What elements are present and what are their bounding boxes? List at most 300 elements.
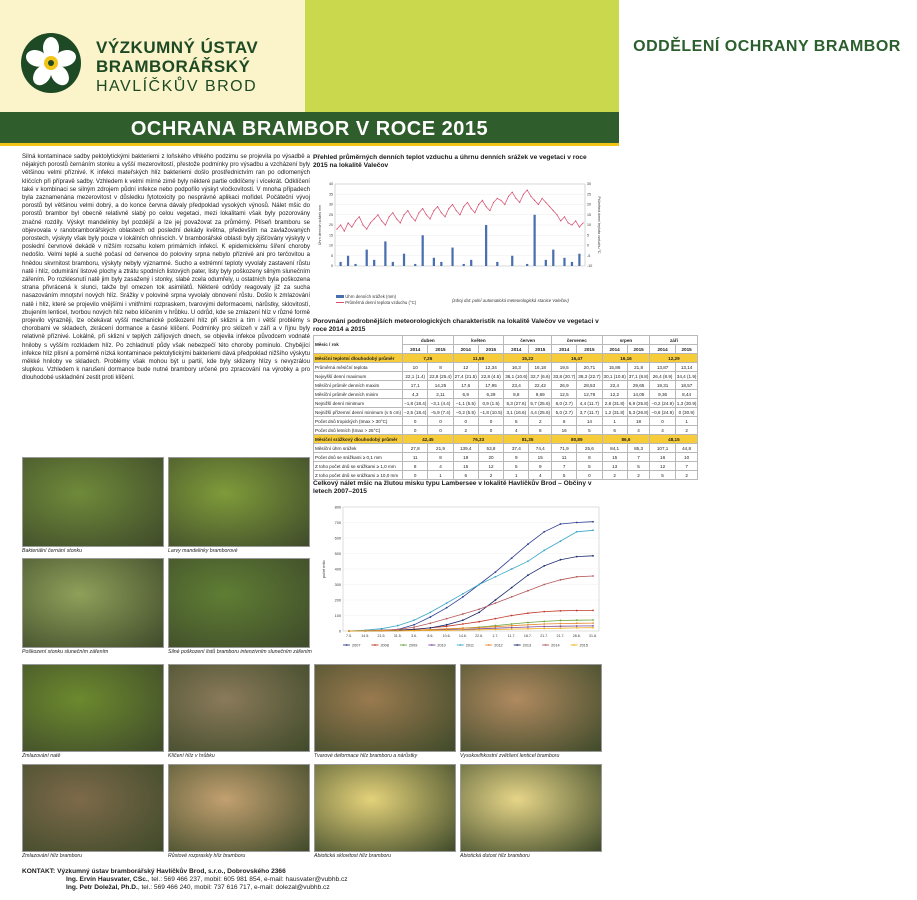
temperature-point xyxy=(340,224,341,225)
table-cell: 48,15 xyxy=(650,435,698,444)
precip-bar xyxy=(526,264,528,266)
series-point-2013 xyxy=(462,619,464,621)
temperature-point xyxy=(571,224,572,225)
precip-bar xyxy=(571,262,573,266)
table-cell: 1 xyxy=(602,417,627,426)
photo-caption: Klíčení hlíz v hrůbku xyxy=(168,753,215,759)
table-cell: 33,8 (20.7) xyxy=(553,373,576,379)
table-cell: 19,31 xyxy=(650,381,675,390)
table-cell: 5 xyxy=(650,471,675,480)
table-cell: 9,36 xyxy=(650,390,675,399)
legend-label-2015: 2015 xyxy=(579,643,589,648)
temperature-point xyxy=(478,204,479,205)
y-right-tick-label: 0 xyxy=(587,243,589,248)
month-header: září xyxy=(650,336,698,345)
precip-bar xyxy=(373,260,375,266)
series-point-2007 xyxy=(560,523,562,525)
precip-bar xyxy=(545,260,547,266)
temperature-point xyxy=(575,220,576,221)
meteo-table xyxy=(313,335,698,480)
series-point-2010 xyxy=(527,626,529,628)
table-cell: 44,8 xyxy=(675,444,698,453)
table-cell: −0,2 (24.9) xyxy=(651,400,674,406)
temperature-point xyxy=(515,198,516,199)
series-point-2014 xyxy=(576,576,578,578)
x-tick-label: 21.7. xyxy=(556,634,565,638)
table-row xyxy=(314,381,698,390)
temperature-point xyxy=(508,196,509,197)
table-cell: 11 xyxy=(403,453,428,462)
series-point-2011 xyxy=(478,584,480,586)
table-cell: 9,69 xyxy=(529,390,552,399)
table-cell: 10 xyxy=(675,453,698,462)
photo-caption: Růstové rozpraskly hlíz bramboru xyxy=(168,853,246,859)
table-cell: 0 xyxy=(453,417,478,426)
series-point-2013 xyxy=(592,555,594,557)
series-point-2015 xyxy=(478,629,480,631)
series-point-2015 xyxy=(592,627,594,629)
table-cell: 6,9 xyxy=(453,390,478,399)
series-point-2011 xyxy=(543,550,545,552)
month-header: květen xyxy=(453,336,504,345)
series-point-2007 xyxy=(576,522,578,524)
temperature-point xyxy=(467,202,468,203)
y-right-tick-label: 5 xyxy=(587,233,589,238)
body-text: Silná kontaminace sadby pektolytickými bakteriemi z loňského vlhkého podzimu se projevila po výsadbě a nějakých porostů černáním stonku a vyšší mezerovitostí, přestože podmínky pro výsadbu a vzcházení byly většinou velmi příznivé. K infekci mateřských hlíz bakteriemi došlo prostřednictvím ran po odlomených klíčcích při přípravě sadby. Vzhledem k velmi mírné zimě byly některé partie odklíčeny i vícekrát. Odklíčení také v kombinaci se silným zdrojem půdní infekce nebo podpořilo výskyt vločkovitosti. V mnoha případech byla zaznamenána mezerovitost v důsledku fytotoxicity po nesprávné aplikaci mořidel. Počáteční vývoj porostů byl většinou velmi dobrý, a do konce června dávaly předpoklad vysokých výnosů. Nálet mšic do porostů brambor byl obecně relativně slabý po celou vegetaci, mezi lokalitami však byly pozorovány značné rozdíly. Výskyt mandelinky byl pozdější a lze jej považovat za průměrný. Plíseň bramboru se objevovala v ranobramborářských oblastech od poslední dekády května, především na zavlažovaných porostech, výskyty však byly pouze v lokálních ohniscích. V bramborářské oblasti byly zjišťovány výskyty v poslední červnové dekádě v nižším rozsahu kolem primárních infekcí. K epidemickému šíření choroby nedošlo. Velmi teplé a suché počasí od července do poloviny srpna nebylo příznivé ani pro terčovitou a hnědou skvrnitost bramboru, výskyty nebyly významné. Sucho a extrémní teploty vyvolaly zastavení růstu natě i hlíz, odumírání listové plochy a ztrátu spodních listových pater, listy byly poškozeny silným slunečním zářením. Po rozklesnutí natě jim byly zasažený i stonky, slabé zcela odumřely, u ostatních byla poškozena strana přivrácená k slunci, takže byl omezen tok asimilátů. Některé odrůdy reagovaly již za sucha nasazováním mnoţství nových hlíz. Srážky v polovině srpna vyvolaly obnovení růstu. Došlo k zmlazování natě i hlíz, které se projevilo vnějšími i vnitřními rozpraskem, tvarovými deformacemi, nárůstky, sklovitostí, zbujením lenticel, tvorbou nových hlíz nebo klíčením v hrůbku. U odrůd, kde se zmlazení hlíz v různé formě projevilo výrazněji, lze očekávat vyšší mechanické poškození hlíz při sklizni a tím i větší problémy s chorobami ve skladech, zkrácení dormance a časné klíčení. Podmínky pro sklizeň v září a v říjnu byly relativně příznivé. Lokálně, při sklizni v teplých zářijových dnech, se objevila infekce původcem vodnaté hniloby s vyšším rozkladem hlíz. Po zchladnutí půdy však nebezpečí této choroby pominulo. Chybějící infekce hlíz plísní a poměrně nízká kontaminace pektolytickými bakteriemi dává předpoklad nižšího výskytu měkké hniloby ve skladech. Problémy však mohou být u partií, kde byly sklizeny hlízy s nevyzrálou slupkou. Vzhledem k narušení dormance bude nutné brambory určené pro zpracování na výrobky a pro dlouhodobé uskladnění zestit proti klíčení. xyxy=(22,154,310,382)
temperature-point xyxy=(452,204,453,205)
y-left-tick-label: 25 xyxy=(329,212,333,217)
table-cell: 2,11 xyxy=(428,390,453,399)
legend-marker-2008 xyxy=(374,644,376,646)
temperature-point xyxy=(426,214,427,215)
contact-institute: Výzkumný ústav bramborářský Havlíčkův Brod, s.r.o., Dobrovského 2366 xyxy=(57,868,286,875)
temperature-point xyxy=(396,218,397,219)
series-point-2011 xyxy=(527,560,529,562)
x-tick-label: 10.6. xyxy=(442,634,451,638)
series-point-2009 xyxy=(543,620,545,622)
y-right-label: Průměrná denní teplota vzduchu °C xyxy=(597,196,601,254)
temperature-point xyxy=(433,210,434,211)
precip-bar xyxy=(354,264,356,266)
table-cell: 22,1 (1.4) xyxy=(403,372,428,381)
photo-10 xyxy=(168,764,310,852)
table-cell: 12,34 xyxy=(478,363,503,372)
table-cell: 17,1 xyxy=(403,381,428,390)
series-point-2014 xyxy=(511,596,513,598)
table-cell: 15 xyxy=(453,462,478,471)
table-cell: 22,8 (25.4) xyxy=(429,373,452,379)
y-left-tick-label: 20 xyxy=(329,223,333,228)
series-point-2014 xyxy=(543,584,545,586)
table-cell: 0 xyxy=(650,417,675,426)
year-header: 2014 xyxy=(453,345,478,354)
series-point-2015 xyxy=(560,627,562,629)
table-row xyxy=(314,462,698,471)
series-point-2011 xyxy=(413,619,415,621)
row-label: Měsíční úhrn srážek xyxy=(314,444,403,453)
series-point-2015 xyxy=(462,629,464,631)
temperature-point xyxy=(459,214,460,215)
year-header: 2014 xyxy=(602,345,627,354)
precip-bar xyxy=(563,258,565,266)
table-cell: 22,4 xyxy=(602,381,627,390)
series-point-2007 xyxy=(462,596,464,598)
table-cell: 5 xyxy=(552,471,577,480)
row-label: Počet dnů tropických (tmax > 30°C) xyxy=(314,417,403,426)
precip-bar xyxy=(384,241,386,266)
precip-bar xyxy=(422,235,424,266)
table-row xyxy=(314,435,698,444)
series-point-2012 xyxy=(560,623,562,625)
photo-1 xyxy=(22,457,164,547)
table-cell: 20,71 xyxy=(577,363,602,372)
legend-marker-2012 xyxy=(488,644,490,646)
series-point-2008 xyxy=(446,625,448,627)
chart1-source: (zdroj dat: polní automatická meteorologická stanice Valečov) xyxy=(452,298,569,303)
potato-flower-logo-icon xyxy=(20,32,82,94)
contact-label: KONTAKT: xyxy=(22,868,56,875)
table-cell: 13,87 xyxy=(650,363,675,372)
table-cell: 8 xyxy=(577,453,602,462)
table-row xyxy=(314,408,698,417)
series-point-2011 xyxy=(462,593,464,595)
temperature-point xyxy=(448,208,449,209)
year-header: 2015 xyxy=(529,345,552,354)
table-cell: 7 xyxy=(675,462,698,471)
table-cell: 0 xyxy=(428,426,453,435)
temperature-point xyxy=(444,216,445,217)
series-point-2013 xyxy=(478,612,480,614)
precip-bar xyxy=(463,264,465,266)
table-cell: 8,44 xyxy=(675,390,698,399)
table-cell: 16,16 xyxy=(602,354,650,363)
table-cell: −0,6 (24.9) xyxy=(651,409,674,415)
table-row xyxy=(314,399,698,408)
contact-details-1[interactable]: , tel.: 569 466 237, mobil: 605 981 854, e-mail: hausvater@vubhb.cz xyxy=(147,876,348,883)
precip-bar xyxy=(366,250,368,266)
legend-label-2012: 2012 xyxy=(494,643,503,648)
weather-chart xyxy=(313,178,603,293)
table-cell: 13,14 xyxy=(675,363,698,372)
legend-marker-2010 xyxy=(431,644,433,646)
photo-12 xyxy=(460,764,602,852)
temperature-point xyxy=(545,202,546,203)
table-cell: 0 (30.9) xyxy=(675,408,698,417)
series-point-2014 xyxy=(462,613,464,615)
series-point-2007 xyxy=(511,557,513,559)
table-cell: 85,3 xyxy=(627,444,650,453)
temperature-point xyxy=(497,198,498,199)
table-cell: −1,8 (18.4) xyxy=(404,400,427,406)
table-cell: 1,3 (30.9) xyxy=(676,400,697,406)
table-cell: 12 xyxy=(478,462,503,471)
temperature-point xyxy=(482,200,483,201)
y-right-tick-label: 15 xyxy=(587,212,591,217)
temperature-point xyxy=(441,212,442,213)
series-point-2014 xyxy=(429,622,431,624)
table-cell: 19,5 xyxy=(552,363,577,372)
year-header: 2014 xyxy=(504,345,529,354)
series-point-2007 xyxy=(592,521,594,523)
photo-8 xyxy=(460,664,602,752)
series-point-2011 xyxy=(429,612,431,614)
series-point-2008 xyxy=(576,610,578,612)
table-cell: 5,0 (2.7) xyxy=(552,408,577,417)
table-cell: 7 xyxy=(627,453,650,462)
table-cell: 12,2 xyxy=(602,390,627,399)
series-point-2013 xyxy=(429,627,431,629)
precip-bar xyxy=(440,262,442,266)
series-point-2015 xyxy=(348,630,350,632)
table-cell: 86,6 xyxy=(602,435,650,444)
y-axis-label: počet mšic xyxy=(322,559,326,579)
table-cell: 9 xyxy=(504,453,529,462)
table-cell: 23,4 xyxy=(504,381,529,390)
temperature-point xyxy=(474,212,475,213)
series-point-2009 xyxy=(576,619,578,621)
series-point-2012 xyxy=(592,622,594,624)
series-point-2012 xyxy=(478,627,480,629)
precip-bar xyxy=(433,258,435,266)
series-point-2015 xyxy=(495,629,497,631)
table-cell: 3,7 (11.7) xyxy=(577,408,602,417)
table-cell: 0 xyxy=(478,417,503,426)
table-cell: 15 xyxy=(529,453,552,462)
table-cell: 0 xyxy=(428,417,453,426)
temperature-point xyxy=(411,216,412,217)
series-point-2015 xyxy=(576,627,578,629)
table-cell: 2 xyxy=(529,417,552,426)
temperature-point xyxy=(418,212,419,213)
series-point-2015 xyxy=(413,630,415,632)
series-point-2015 xyxy=(511,628,513,630)
temperature-point xyxy=(385,224,386,225)
series-point-2011 xyxy=(397,625,399,627)
table-row xyxy=(314,354,698,363)
precip-bar xyxy=(534,215,536,266)
website-link[interactable]: www.vubhb.cz xyxy=(655,72,879,97)
table-cell: 15 xyxy=(602,453,627,462)
series-point-2009 xyxy=(592,619,594,621)
series-point-2012 xyxy=(511,625,513,627)
legend-label-2009: 2009 xyxy=(408,643,418,648)
legend-marker-2007 xyxy=(346,644,348,646)
legend-marker-2013 xyxy=(516,644,518,646)
series-point-2012 xyxy=(446,628,448,630)
table-cell: 18,57 xyxy=(675,381,698,390)
row-label: Měsíční srážkový dlouhodobý průměr xyxy=(314,435,403,444)
series-point-2015 xyxy=(429,630,431,632)
series-point-2009 xyxy=(527,622,529,624)
y-tick-label: 800 xyxy=(334,505,341,510)
table-cell: 84,1 xyxy=(602,444,627,453)
table-cell: 12,29 xyxy=(650,354,698,363)
y-tick-label: 600 xyxy=(334,536,341,541)
temperature-point xyxy=(512,192,513,193)
table-cell: 14 xyxy=(577,417,602,426)
series-point-2011 xyxy=(495,576,497,578)
series-point-2007 xyxy=(495,571,497,573)
temperature-point xyxy=(556,214,557,215)
series-point-2007 xyxy=(413,624,415,626)
year-header: 2015 xyxy=(627,345,650,354)
x-tick-label: 11.7. xyxy=(507,634,516,638)
table-cell: 74,4 xyxy=(529,444,552,453)
photo-caption: Silné poškození listů bramboru intenzivním slunečním zářením xyxy=(168,649,312,655)
table-cell: 16 xyxy=(650,453,675,462)
series-point-2010 xyxy=(560,625,562,627)
temperature-point xyxy=(471,208,472,209)
series-point-2012 xyxy=(543,623,545,625)
series-point-2007 xyxy=(429,616,431,618)
table-cell: 12 xyxy=(650,462,675,471)
temperature-point xyxy=(500,200,501,201)
table-cell: 21,8 xyxy=(627,363,650,372)
legend-label-2007: 2007 xyxy=(352,643,361,648)
table-cell: 37,1 (8.8) xyxy=(628,373,649,379)
series-point-2007 xyxy=(543,531,545,533)
precip-bar xyxy=(403,254,405,266)
table-cell: 81,35 xyxy=(504,435,552,444)
table-cell: 5,3 (27.6) xyxy=(504,399,529,408)
title-bar xyxy=(0,112,619,146)
temperature-point xyxy=(366,229,367,230)
contact-name-2: Ing. Petr Doležal, Ph.D. xyxy=(66,884,138,891)
y-left-tick-label: 0 xyxy=(331,264,333,269)
table-row xyxy=(314,426,698,435)
month-header: červenec xyxy=(552,336,602,345)
table-cell: 1,2 (31.8) xyxy=(602,408,627,417)
x-tick-label: 28.8. xyxy=(572,634,581,638)
table-cell: 27,4 (21.5) xyxy=(454,373,477,379)
photo-5 xyxy=(22,664,164,752)
temperature-point xyxy=(564,216,565,217)
table-cell: 4 xyxy=(504,426,529,435)
table-cell: 30,1 (10.8) xyxy=(603,373,626,379)
table-cell: 22,8 (4.5) xyxy=(478,372,503,381)
table-cell: 0 xyxy=(478,426,503,435)
table-cell: 12,5 xyxy=(552,390,577,399)
legend-marker-2009 xyxy=(402,644,404,646)
table-cell: 4 xyxy=(650,426,675,435)
table-row xyxy=(314,372,698,381)
y-tick-label: 100 xyxy=(334,613,341,618)
table-cell: 12 xyxy=(453,363,478,372)
table-cell: −1,1 (5.5) xyxy=(453,399,478,408)
table-cell: 38,3 (22.7) xyxy=(578,373,601,379)
y-left-tick-label: 10 xyxy=(329,243,333,248)
department-name: ODDĚLENÍ OCHRANY BRAMBOR xyxy=(633,38,901,55)
photo-caption: Zmlazování hlíz bramboru xyxy=(22,853,82,859)
y-right-tick-label: 25 xyxy=(587,192,591,197)
table-cell: 1 xyxy=(675,417,698,426)
series-point-2014 xyxy=(446,618,448,620)
series-point-2010 xyxy=(576,625,578,627)
year-header: 2015 xyxy=(478,345,503,354)
table-cell: 2 xyxy=(478,471,503,480)
year-header: 2014 xyxy=(650,345,675,354)
photo-caption: Poškození stonku slunečním zářením xyxy=(22,649,109,655)
table-cell: 1 xyxy=(428,471,453,480)
table-cell: 18 xyxy=(627,417,650,426)
series-point-2008 xyxy=(527,612,529,614)
legend-line-swatch xyxy=(336,302,344,303)
temperature-point xyxy=(527,190,528,191)
temperature-point xyxy=(530,196,531,197)
table-corner-label: Měsíc / rok xyxy=(314,336,403,354)
series-point-2008 xyxy=(543,611,545,613)
table-cell: 17,95 xyxy=(478,381,503,390)
photo-2 xyxy=(168,457,310,547)
series-point-2011 xyxy=(446,602,448,604)
series-point-2007 xyxy=(446,607,448,609)
table-cell: 2 xyxy=(453,426,478,435)
table-cell: −3,1 (4.4) xyxy=(428,399,453,408)
photo-caption: Vysokovlhkostní zvětšení lenticel bramboru xyxy=(460,753,560,759)
y-left-tick-label: 15 xyxy=(329,233,333,238)
legend-bar-swatch xyxy=(336,295,344,298)
table-cell: 6 xyxy=(552,417,577,426)
table-cell: 15,22 xyxy=(504,354,552,363)
table-cell: 37,4 xyxy=(504,444,529,453)
series-point-2008 xyxy=(511,615,513,617)
table-header-months xyxy=(314,336,698,345)
table-cell: 6 xyxy=(602,426,627,435)
table-cell: 21,9 xyxy=(428,444,453,453)
x-tick-label: 22.6. xyxy=(475,634,484,638)
y-right-tick-label: 30 xyxy=(587,182,591,187)
series-point-2013 xyxy=(560,559,562,561)
table-cell: 0 xyxy=(403,471,428,480)
precip-bar xyxy=(347,256,349,266)
series-point-2010 xyxy=(511,627,513,629)
y-right-tick-label: -10 xyxy=(587,264,593,269)
table-cell: 4,4 (11.7) xyxy=(577,399,602,408)
table-cell: 8 xyxy=(403,462,428,471)
table-cell: 6,29 xyxy=(478,390,503,399)
series-point-2015 xyxy=(381,630,383,632)
table-row xyxy=(314,444,698,453)
table-cell: −1,8 (10.5) xyxy=(479,409,503,415)
table-cell: 29,65 xyxy=(627,381,650,390)
series-point-2014 xyxy=(560,579,562,581)
precip-bar xyxy=(339,262,341,266)
temperature-point xyxy=(392,212,393,213)
temperature-point xyxy=(381,220,382,221)
row-label: Z toho počet dnů se srážkami ≥ 1,0 mm xyxy=(314,462,403,471)
table-cell: 8,8 xyxy=(504,390,529,399)
table-cell: 25,6 xyxy=(577,444,602,453)
precip-bar xyxy=(392,262,394,266)
table-cell: 16,47 xyxy=(552,354,602,363)
table-cell: 139,4 xyxy=(453,444,478,453)
table-cell: 5 xyxy=(577,462,602,471)
contact-block xyxy=(22,868,348,892)
month-header: srpen xyxy=(602,336,650,345)
series-point-2015 xyxy=(364,630,366,632)
temperature-point xyxy=(560,220,561,221)
legend-bar-label: Úhrn denních srážek (mm) xyxy=(345,294,397,299)
year-header: 2015 xyxy=(428,345,453,354)
table-cell: 3,1 (16.6) xyxy=(504,408,529,417)
table-cell: 8 xyxy=(428,453,453,462)
legend-marker-2015 xyxy=(573,644,575,646)
series-point-2015 xyxy=(397,630,399,632)
contact-details-2[interactable]: , tel.: 569 466 240, mobil: 737 616 717, e-mail: dolezal@vubhb.cz xyxy=(137,884,330,891)
table-cell: 12,78 xyxy=(577,390,602,399)
table-title: Porovnání podrobnějších meteorologických charakteristik na lokalitě Valečov ve vegetaci v roce 2014 a 2015 xyxy=(313,318,599,333)
temperature-point xyxy=(362,224,363,225)
